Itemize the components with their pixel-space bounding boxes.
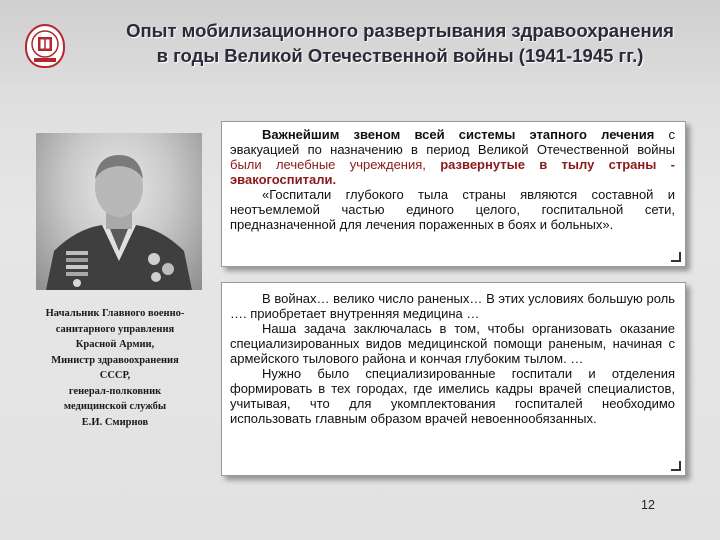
card1-highlight-bold: развернутые в тылу страны - эвакогоспитали. <box>230 157 675 187</box>
academy-logo <box>25 24 65 68</box>
caption-line: Е.И. Смирнов <box>81 416 149 428</box>
card1-paragraph-2: «Госпитали глубокого тыла страны являются составной и неотъемлемой частью единого целого, госпитальной сети, предназначенной для лечения пораженных в боях и больных». <box>230 187 675 232</box>
card1-paragraph-1 <box>230 127 675 187</box>
card2-paragraph-3: Нужно было специализированные госпитали и отделения формировать в тех городах, где имелись кадры врачей специалистов, учитывая, что для укомплектования госпиталей необходимо использовать главным образом врачей невоеннообязанных. <box>230 366 675 426</box>
caption-line: санитарного управления <box>55 323 175 335</box>
portrait-photo <box>36 133 202 290</box>
evacuation-hospitals-card <box>221 121 686 267</box>
portrait-caption <box>20 306 210 430</box>
quote-card <box>221 282 686 476</box>
card2-paragraph-2: Наша задача заключалась в том, чтобы организовать оказание специализированных видов медицинской помощи раненым, начиная с армейского тылового района и кончая глубоким тылом. … <box>230 321 675 366</box>
title-line-1: Опыт мобилизационного развертывания здравоохранения <box>126 20 674 41</box>
caption-line: медицинской службы <box>63 401 167 412</box>
card1-text: с эвакуацией по назначению в период Великой Отечественной войны <box>230 127 675 157</box>
caption-line: СССР, <box>99 370 131 381</box>
card-corner-mark <box>671 252 681 262</box>
page-number: 12 <box>641 498 655 512</box>
caption-line: Начальник Главного военно- <box>45 308 185 319</box>
card1-highlight: лечебные учреждения, <box>275 157 426 172</box>
card2-paragraph-1: В войнах… велико число раненых… В этих условиях большую роль …. приобретает внутренняя медицина … <box>230 291 675 321</box>
caption-line: Красной Армии, <box>75 339 155 350</box>
title-line-2: в годы Великой Отечественной войны (1941-1945 гг.) <box>156 45 644 66</box>
card-corner-mark <box>671 461 681 471</box>
page-title <box>95 18 705 68</box>
card1-highlight: были <box>230 157 262 172</box>
caption-line: генерал-полковник <box>68 385 162 397</box>
caption-line: Министр здравоохранения <box>51 354 179 366</box>
key-link-phrase: Важнейшим звеном всей системы этапного лечения <box>262 127 655 142</box>
portrait-figure <box>36 133 202 290</box>
emblem-icon <box>27 26 63 66</box>
